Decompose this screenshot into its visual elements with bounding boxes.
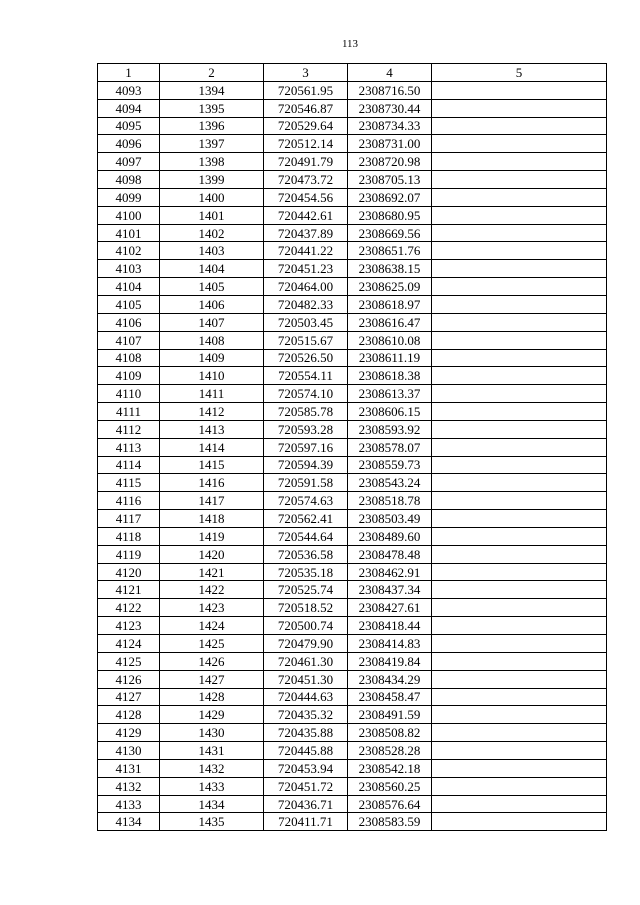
table-cell-col-2: 1404 [160, 260, 264, 278]
table-cell-col-4: 2308651.76 [348, 242, 432, 260]
table-cell-col-2: 1420 [160, 545, 264, 563]
table-row [98, 385, 607, 403]
table-cell-col-3: 720482.33 [264, 295, 348, 313]
table-cell-col-1: 4133 [98, 795, 160, 813]
table-cell-col-3: 720525.74 [264, 581, 348, 599]
table-cell-col-2: 1394 [160, 81, 264, 99]
table-cell-col-1: 4124 [98, 635, 160, 653]
table-cell-col-2: 1398 [160, 153, 264, 171]
table-cell-col-2: 1423 [160, 599, 264, 617]
table-cell-col-1: 4103 [98, 260, 160, 278]
table-cell-col-3: 720451.72 [264, 777, 348, 795]
table-cell-col-1: 4098 [98, 171, 160, 189]
table-row [98, 99, 607, 117]
table-cell-col-2: 1399 [160, 171, 264, 189]
table-cell-col-3: 720442.61 [264, 206, 348, 224]
table-cell-col-4: 2308680.95 [348, 206, 432, 224]
table-row [98, 527, 607, 545]
table-cell-col-4: 2308731.00 [348, 135, 432, 153]
table-cell-col-4: 2308613.37 [348, 385, 432, 403]
table-row [98, 617, 607, 635]
table-cell-col-2: 1417 [160, 492, 264, 510]
table-row [98, 403, 607, 421]
table-cell-col-3: 720544.64 [264, 527, 348, 545]
table-cell-col-2: 1416 [160, 474, 264, 492]
table-cell-col-3: 720515.67 [264, 331, 348, 349]
table-cell-col-1: 4115 [98, 474, 160, 492]
table-cell-col-5 [432, 563, 607, 581]
table-cell-col-3: 720435.88 [264, 724, 348, 742]
table-cell-col-4: 2308593.92 [348, 420, 432, 438]
table-row [98, 206, 607, 224]
table-cell-col-3: 720435.32 [264, 706, 348, 724]
table-cell-col-5 [432, 617, 607, 635]
table-cell-col-2: 1411 [160, 385, 264, 403]
table-row [98, 599, 607, 617]
table-row [98, 635, 607, 653]
table-cell-col-3: 720503.45 [264, 313, 348, 331]
table-cell-col-4: 2308638.15 [348, 260, 432, 278]
table-cell-col-4: 2308543.24 [348, 474, 432, 492]
table-cell-col-1: 4094 [98, 99, 160, 117]
table-cell-col-2: 1433 [160, 777, 264, 795]
table-row [98, 313, 607, 331]
table-row [98, 367, 607, 385]
table-cell-col-4: 2308610.08 [348, 331, 432, 349]
table-row [98, 706, 607, 724]
table-cell-col-4: 2308489.60 [348, 527, 432, 545]
table-cell-col-5 [432, 81, 607, 99]
table-cell-col-3: 720461.30 [264, 652, 348, 670]
table-cell-col-5 [432, 313, 607, 331]
table-cell-col-5 [432, 188, 607, 206]
table-cell-col-2: 1415 [160, 456, 264, 474]
table-cell-col-4: 2308437.34 [348, 581, 432, 599]
page-number: 113 [341, 38, 359, 50]
table-cell-col-3: 720441.22 [264, 242, 348, 260]
column-header-5: 5 [432, 64, 607, 82]
table-cell-col-3: 720500.74 [264, 617, 348, 635]
table-cell-col-4: 2308611.19 [348, 349, 432, 367]
table-cell-col-4: 2308606.15 [348, 403, 432, 421]
table-cell-col-2: 1434 [160, 795, 264, 813]
table-cell-col-4: 2308618.97 [348, 295, 432, 313]
table-cell-col-3: 720451.30 [264, 670, 348, 688]
table-row [98, 135, 607, 153]
table-row [98, 545, 607, 563]
table-cell-col-5 [432, 420, 607, 438]
table-row [98, 795, 607, 813]
table-cell-col-5 [432, 706, 607, 724]
table-cell-col-5 [432, 456, 607, 474]
table-row [98, 581, 607, 599]
table-cell-col-3: 720479.90 [264, 635, 348, 653]
table-cell-col-3: 720436.71 [264, 795, 348, 813]
table-cell-col-4: 2308491.59 [348, 706, 432, 724]
table-cell-col-3: 720518.52 [264, 599, 348, 617]
table-cell-col-4: 2308583.59 [348, 813, 432, 831]
table-cell-col-3: 720512.14 [264, 135, 348, 153]
table-cell-col-3: 720451.23 [264, 260, 348, 278]
table-cell-col-2: 1425 [160, 635, 264, 653]
table-cell-col-5 [432, 688, 607, 706]
table-cell-col-1: 4117 [98, 510, 160, 528]
table-cell-col-4: 2308518.78 [348, 492, 432, 510]
table-row [98, 224, 607, 242]
table-cell-col-3: 720445.88 [264, 742, 348, 760]
table-cell-col-1: 4112 [98, 420, 160, 438]
table-cell-col-2: 1432 [160, 759, 264, 777]
table-cell-col-3: 720453.94 [264, 759, 348, 777]
table-cell-col-2: 1429 [160, 706, 264, 724]
table-cell-col-3: 720437.89 [264, 224, 348, 242]
table-cell-col-2: 1430 [160, 724, 264, 742]
table-cell-col-5 [432, 260, 607, 278]
table-cell-col-5 [432, 295, 607, 313]
table-row [98, 474, 607, 492]
table-cell-col-5 [432, 153, 607, 171]
table-cell-col-2: 1406 [160, 295, 264, 313]
table-cell-col-4: 2308578.07 [348, 438, 432, 456]
table-cell-col-5 [432, 813, 607, 831]
table-cell-col-5 [432, 331, 607, 349]
table-cell-col-5 [432, 367, 607, 385]
table-cell-col-1: 4097 [98, 153, 160, 171]
table-row [98, 260, 607, 278]
table-cell-col-2: 1409 [160, 349, 264, 367]
table-cell-col-4: 2308418.44 [348, 617, 432, 635]
coordinates-table [97, 63, 607, 831]
table-cell-col-5 [432, 510, 607, 528]
table-row [98, 420, 607, 438]
table-cell-col-1: 4123 [98, 617, 160, 635]
table-cell-col-3: 720529.64 [264, 117, 348, 135]
table-cell-col-1: 4107 [98, 331, 160, 349]
table-cell-col-3: 720536.58 [264, 545, 348, 563]
table-cell-col-4: 2308560.25 [348, 777, 432, 795]
table-cell-col-5 [432, 795, 607, 813]
table-cell-col-1: 4101 [98, 224, 160, 242]
table-cell-col-4: 2308434.29 [348, 670, 432, 688]
table-cell-col-2: 1419 [160, 527, 264, 545]
table-row [98, 331, 607, 349]
table-cell-col-3: 720597.16 [264, 438, 348, 456]
table-cell-col-2: 1426 [160, 652, 264, 670]
table-cell-col-3: 720554.11 [264, 367, 348, 385]
table-cell-col-3: 720561.95 [264, 81, 348, 99]
table-row [98, 688, 607, 706]
table-cell-col-2: 1421 [160, 563, 264, 581]
table-cell-col-5 [432, 171, 607, 189]
table-cell-col-2: 1427 [160, 670, 264, 688]
table-cell-col-5 [432, 474, 607, 492]
table-cell-col-4: 2308503.49 [348, 510, 432, 528]
table-cell-col-3: 720574.63 [264, 492, 348, 510]
table-cell-col-3: 720562.41 [264, 510, 348, 528]
table-cell-col-4: 2308618.38 [348, 367, 432, 385]
table-cell-col-4: 2308427.61 [348, 599, 432, 617]
table-cell-col-2: 1396 [160, 117, 264, 135]
table-cell-col-4: 2308734.33 [348, 117, 432, 135]
table-row [98, 153, 607, 171]
table-cell-col-5 [432, 117, 607, 135]
table-cell-col-5 [432, 759, 607, 777]
table-cell-col-1: 4108 [98, 349, 160, 367]
table-cell-col-5 [432, 135, 607, 153]
table-row [98, 171, 607, 189]
table-row [98, 813, 607, 831]
table-cell-col-2: 1435 [160, 813, 264, 831]
table-row [98, 563, 607, 581]
table-cell-col-1: 4134 [98, 813, 160, 831]
table-cell-col-2: 1401 [160, 206, 264, 224]
table-cell-col-1: 4130 [98, 742, 160, 760]
table-cell-col-3: 720526.50 [264, 349, 348, 367]
table-cell-col-4: 2308669.56 [348, 224, 432, 242]
table-row [98, 349, 607, 367]
table-cell-col-1: 4132 [98, 777, 160, 795]
table-cell-col-5 [432, 581, 607, 599]
table-row [98, 777, 607, 795]
table-cell-col-1: 4106 [98, 313, 160, 331]
table-cell-col-5 [432, 385, 607, 403]
column-header-1: 1 [98, 64, 160, 82]
table-row [98, 278, 607, 296]
table-cell-col-4: 2308542.18 [348, 759, 432, 777]
table-cell-col-2: 1397 [160, 135, 264, 153]
table-cell-col-4: 2308576.64 [348, 795, 432, 813]
table-row [98, 510, 607, 528]
table-cell-col-2: 1408 [160, 331, 264, 349]
table-cell-col-1: 4119 [98, 545, 160, 563]
table-cell-col-4: 2308478.48 [348, 545, 432, 563]
column-header-2: 2 [160, 64, 264, 82]
table-row [98, 724, 607, 742]
table-cell-col-2: 1402 [160, 224, 264, 242]
table-row [98, 117, 607, 135]
table-cell-col-4: 2308625.09 [348, 278, 432, 296]
table-row [98, 81, 607, 99]
table-cell-col-4: 2308414.83 [348, 635, 432, 653]
table-cell-col-1: 4110 [98, 385, 160, 403]
table-cell-col-2: 1422 [160, 581, 264, 599]
table-cell-col-5 [432, 224, 607, 242]
table-cell-col-3: 720591.58 [264, 474, 348, 492]
table-cell-col-1: 4096 [98, 135, 160, 153]
table-cell-col-2: 1405 [160, 278, 264, 296]
table-cell-col-1: 4126 [98, 670, 160, 688]
table-cell-col-5 [432, 670, 607, 688]
table-cell-col-2: 1431 [160, 742, 264, 760]
table-cell-col-3: 720585.78 [264, 403, 348, 421]
table-cell-col-5 [432, 777, 607, 795]
table-cell-col-5 [432, 99, 607, 117]
table-cell-col-2: 1395 [160, 99, 264, 117]
table-cell-col-2: 1418 [160, 510, 264, 528]
table-row [98, 188, 607, 206]
header-row [98, 64, 607, 82]
table-cell-col-1: 4109 [98, 367, 160, 385]
table-cell-col-5 [432, 545, 607, 563]
table-cell-col-4: 2308528.28 [348, 742, 432, 760]
table-cell-col-2: 1403 [160, 242, 264, 260]
table-cell-col-1: 4131 [98, 759, 160, 777]
table-cell-col-3: 720454.56 [264, 188, 348, 206]
table-cell-col-5 [432, 742, 607, 760]
table-cell-col-1: 4113 [98, 438, 160, 456]
table-cell-col-1: 4093 [98, 81, 160, 99]
table-row [98, 295, 607, 313]
table-cell-col-2: 1400 [160, 188, 264, 206]
table-cell-col-5 [432, 403, 607, 421]
table-row [98, 742, 607, 760]
table-cell-col-5 [432, 599, 607, 617]
table-cell-col-1: 4118 [98, 527, 160, 545]
table-cell-col-3: 720464.00 [264, 278, 348, 296]
table-cell-col-4: 2308419.84 [348, 652, 432, 670]
table-cell-col-1: 4127 [98, 688, 160, 706]
table-cell-col-1: 4122 [98, 599, 160, 617]
table-cell-col-2: 1414 [160, 438, 264, 456]
table-body [98, 81, 607, 830]
column-header-4: 4 [348, 64, 432, 82]
table-cell-col-3: 720444.63 [264, 688, 348, 706]
table-cell-col-3: 720593.28 [264, 420, 348, 438]
table-cell-col-1: 4121 [98, 581, 160, 599]
table-cell-col-4: 2308508.82 [348, 724, 432, 742]
table-cell-col-1: 4095 [98, 117, 160, 135]
table-cell-col-1: 4120 [98, 563, 160, 581]
table-row [98, 242, 607, 260]
table-cell-col-4: 2308716.50 [348, 81, 432, 99]
table-cell-col-3: 720411.71 [264, 813, 348, 831]
table-cell-col-4: 2308720.98 [348, 153, 432, 171]
table-row [98, 759, 607, 777]
table-cell-col-2: 1412 [160, 403, 264, 421]
table-cell-col-4: 2308692.07 [348, 188, 432, 206]
column-header-3: 3 [264, 64, 348, 82]
table-row [98, 652, 607, 670]
table-cell-col-5 [432, 635, 607, 653]
table-cell-col-4: 2308616.47 [348, 313, 432, 331]
table-cell-col-3: 720546.87 [264, 99, 348, 117]
table-cell-col-5 [432, 527, 607, 545]
table-cell-col-1: 4111 [98, 403, 160, 421]
table-cell-col-1: 4129 [98, 724, 160, 742]
table-cell-col-3: 720574.10 [264, 385, 348, 403]
table-cell-col-5 [432, 349, 607, 367]
table-cell-col-5 [432, 724, 607, 742]
table-cell-col-1: 4128 [98, 706, 160, 724]
table-header [98, 64, 607, 82]
table-cell-col-5 [432, 438, 607, 456]
table-cell-col-4: 2308730.44 [348, 99, 432, 117]
table-cell-col-5 [432, 278, 607, 296]
table-cell-col-1: 4104 [98, 278, 160, 296]
table-cell-col-3: 720535.18 [264, 563, 348, 581]
table-cell-col-4: 2308705.13 [348, 171, 432, 189]
table-cell-col-2: 1428 [160, 688, 264, 706]
table-cell-col-5 [432, 206, 607, 224]
table-cell-col-1: 4116 [98, 492, 160, 510]
table-cell-col-1: 4114 [98, 456, 160, 474]
table-cell-col-2: 1424 [160, 617, 264, 635]
table-cell-col-3: 720473.72 [264, 171, 348, 189]
table-cell-col-5 [432, 242, 607, 260]
table-cell-col-5 [432, 492, 607, 510]
table-cell-col-3: 720491.79 [264, 153, 348, 171]
table-cell-col-2: 1407 [160, 313, 264, 331]
table-row [98, 492, 607, 510]
table-row [98, 456, 607, 474]
table-cell-col-5 [432, 652, 607, 670]
table-cell-col-1: 4105 [98, 295, 160, 313]
table-cell-col-4: 2308462.91 [348, 563, 432, 581]
table-row [98, 438, 607, 456]
table-cell-col-1: 4099 [98, 188, 160, 206]
table-cell-col-4: 2308458.47 [348, 688, 432, 706]
table-cell-col-4: 2308559.73 [348, 456, 432, 474]
table-cell-col-1: 4125 [98, 652, 160, 670]
table-cell-col-1: 4102 [98, 242, 160, 260]
table-cell-col-2: 1410 [160, 367, 264, 385]
table-cell-col-2: 1413 [160, 420, 264, 438]
table-row [98, 670, 607, 688]
table-cell-col-1: 4100 [98, 206, 160, 224]
table-cell-col-3: 720594.39 [264, 456, 348, 474]
